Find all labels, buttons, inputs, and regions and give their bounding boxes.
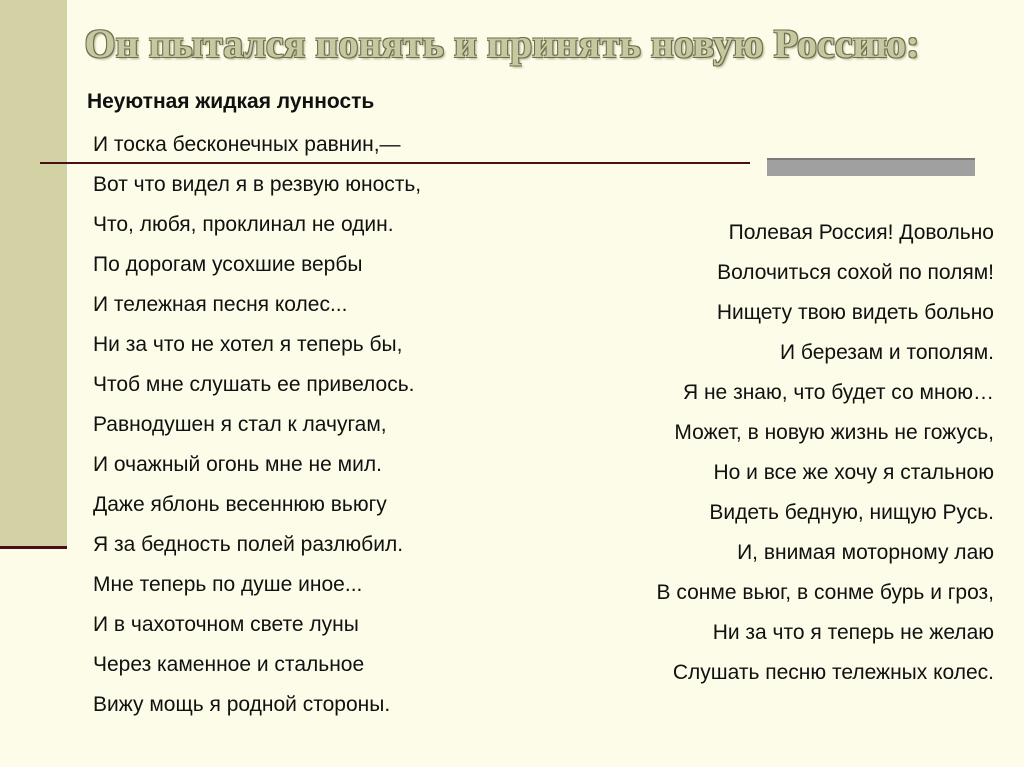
poem-line: Что, любя, проклинал не один. [93, 213, 394, 236]
horizontal-rule-bottom [0, 546, 67, 549]
poem-line: Полевая Россия! Довольно [728, 221, 994, 244]
poem-line: Вижу мощь я родной стороны. [93, 693, 391, 716]
poem-line: Чтоб мне слушать ее привелось. [93, 373, 415, 396]
poem-line: И тележная песня колес... [93, 293, 348, 316]
right-poem [657, 213, 994, 693]
poem-line: И березам и тополям. [780, 341, 994, 364]
poem-line: И очажный огонь мне не мил. [93, 453, 382, 476]
poem-line: Вот что видел я в резвую юность, [93, 173, 422, 196]
poem-line: Ни за что я теперь не желаю [712, 621, 994, 644]
poem-line: И в чахоточном свете луны [93, 613, 359, 636]
side-decor-bar [0, 0, 67, 547]
poem-line: Но и все же хочу я стальною [713, 461, 994, 484]
left-poem [93, 125, 421, 725]
poem-line: Волочиться сохой по полям! [717, 261, 994, 284]
poem-line: В сонме вьюг, в сонме бурь и гроз, [656, 581, 994, 604]
poem-line: Нищету твою видеть больно [716, 301, 994, 324]
poem-line: Я не знаю, что будет со мною… [682, 381, 994, 404]
poem-line: Мне теперь по душе иное... [93, 573, 363, 596]
poem-line: Равнодушен я стал к лачугам, [93, 413, 387, 436]
slide-title: Он пытался понять и принять новую Россию: [84, 21, 920, 66]
poem-line: По дорогам усохшие вербы [93, 253, 363, 276]
gray-accent-band [767, 158, 975, 176]
poem-line: И тоска бесконечных равнин,— [93, 133, 401, 156]
poem-line: И, внимая моторному лаю [737, 541, 994, 564]
poem-line: Слушать песню тележных колес. [672, 661, 994, 684]
poem-line: Даже яблонь весеннюю вьюгу [93, 493, 387, 516]
poem-line: Может, в новую жизнь не гожусь, [674, 421, 994, 444]
left-poem-heading: Неуютная жидкая лунность [87, 90, 375, 113]
poem-line: Ни за что не хотел я теперь бы, [93, 333, 403, 356]
poem-line: Я за бедность полей разлюбил. [93, 533, 404, 556]
poem-line: Через каменное и стальное [93, 653, 365, 676]
poem-line: Видеть бедную, нищую Русь. [709, 501, 994, 524]
